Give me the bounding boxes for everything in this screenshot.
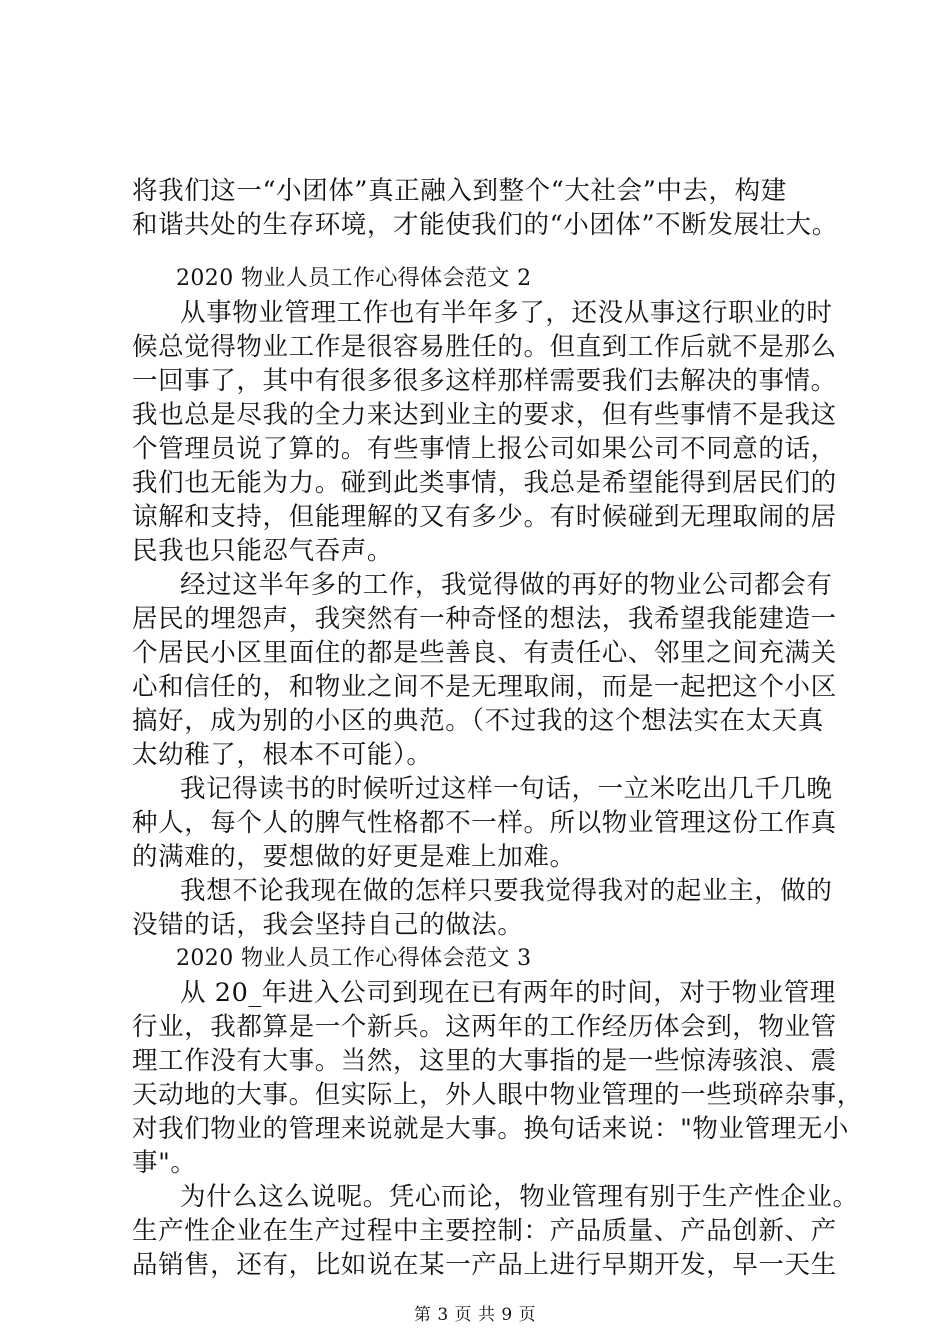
text-line: 民我也只能忍气吞声。 bbox=[132, 536, 394, 566]
text-line: 天动地的大事。但实际上，外人眼中物业管理的一些琐碎杂事， bbox=[132, 1080, 863, 1110]
section-heading: 2020 物业人员工作心得体会范文 2 bbox=[176, 266, 532, 291]
text-line: 谅解和支持，但能理解的又有多少。有时候碰到无理取闹的居 bbox=[132, 502, 837, 532]
text-line: 个管理员说了算的。有些事情上报公司如果公司不同意的话， bbox=[132, 434, 837, 464]
text-line: 从 20_年进入公司到现在已有两年的时间，对于物业管理 bbox=[180, 978, 837, 1008]
text-line: 种人，每个人的脾气性格都不一样。所以物业管理这份工作真 bbox=[132, 808, 837, 838]
text-line: 从事物业管理工作也有半年多了，还没从事这行职业的时 bbox=[180, 298, 833, 328]
text-line: 将我们这一“小团体”真正融入到整个“大社会”中去，构建 bbox=[132, 176, 787, 206]
text-line: 生产性企业在生产过程中主要控制：产品质量、产品创新、产 bbox=[132, 1216, 837, 1246]
page-number-footer: 第 3 页 共 9 页 bbox=[413, 1305, 537, 1325]
text-line: 我也总是尽我的全力来达到业主的要求，但有些事情不是我这 bbox=[132, 400, 837, 430]
text-line: 的满难的，要想做的好更是难上加难。 bbox=[132, 842, 576, 872]
text-line: 我们也无能为力。碰到此类事情，我总是希望能得到居民们的 bbox=[132, 468, 837, 498]
section-heading: 2020 物业人员工作心得体会范文 3 bbox=[176, 946, 532, 971]
text-line: 经过这半年多的工作，我觉得做的再好的物业公司都会有 bbox=[180, 570, 833, 600]
text-line: 事"。 bbox=[132, 1148, 197, 1178]
text-line: 搞好，成为别的小区的典范。（不过我的这个想法实在太天真 bbox=[132, 706, 824, 736]
text-line: 对我们物业的管理来说就是大事。换句话来说："物业管理无小 bbox=[132, 1114, 850, 1144]
text-line: 品销售，还有，比如说在某一产品上进行早期开发，早一天生 bbox=[132, 1250, 837, 1280]
text-line: 为什么这么说呢。凭心而论，物业管理有别于生产性企业。 bbox=[180, 1182, 859, 1212]
text-line: 行业，我都算是一个新兵。这两年的工作经历体会到，物业管 bbox=[132, 1012, 837, 1042]
text-line: 一回事了，其中有很多很多这样那样需要我们去解决的事情。 bbox=[132, 366, 837, 396]
text-line: 个居民小区里面住的都是些善良、有责任心、邻里之间充满关 bbox=[132, 638, 837, 668]
text-line: 理工作没有大事。当然，这里的大事指的是一些惊涛骇浪、震 bbox=[132, 1046, 837, 1076]
text-line: 居民的埋怨声，我突然有一种奇怪的想法，我希望我能建造一 bbox=[132, 604, 837, 634]
text-line: 太幼稚了，根本不可能）。 bbox=[132, 740, 433, 770]
text-line: 和谐共处的生存环境，才能使我们的“小团体”不断发展壮大。 bbox=[132, 210, 838, 240]
text-line: 心和信任的，和物业之间不是无理取闹，而是一起把这个小区 bbox=[132, 672, 837, 702]
text-line: 我想不论我现在做的怎样只要我觉得我对的起业主，做的 bbox=[180, 876, 833, 906]
text-line: 没错的话，我会坚持自己的做法。 bbox=[132, 910, 524, 940]
text-line: 候总觉得物业工作是很容易胜任的。但直到工作后就不是那么 bbox=[132, 332, 837, 362]
text-line: 我记得读书的时候听过这样一句话，一立米吃出几千几晚 bbox=[180, 774, 833, 804]
